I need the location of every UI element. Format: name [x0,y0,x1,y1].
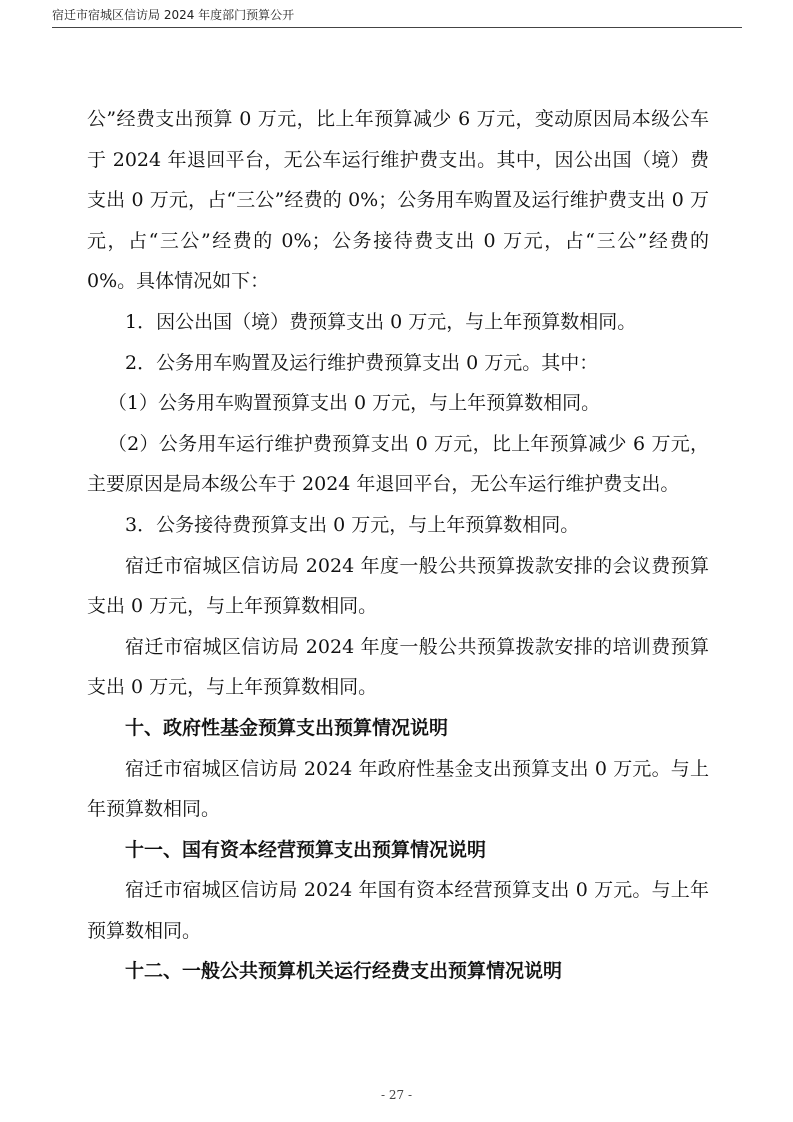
page-header-title: 宿迁市宿城区信访局 2024 年度部门预算公开 [52,8,295,22]
section-heading-12: 十二、一般公共预算机关运行经费支出预算情况说明 [125,960,563,983]
document-body [87,99,709,992]
paragraph-item-3: 3．公务接待费预算支出 0 万元，与上年预算数相同。 [125,513,580,536]
paragraph-item-2-1: （1）公务用车购置预算支出 0 万元，与上年预算数相同。 [107,392,601,415]
page-number: - 27 - [380,1088,412,1102]
section-heading-11: 十一、国有资本经营预算支出预算情况说明 [125,838,487,861]
paragraph-item-1: 1．因公出国（境）费预算支出 0 万元，与上年预算数相同。 [125,310,637,333]
header-divider [52,27,742,28]
paragraph-meeting-fee: 宿迁市宿城区信访局 2024 年度一般公共预算拨款安排的会议费预算支出 0 万元，与上年预算数相同。 [87,554,709,618]
paragraph-item-2: 2．公务用车购置及运行维护费预算支出 0 万元。其中： [125,351,599,374]
paragraph-government-fund: 宿迁市宿城区信访局 2024 年政府性基金支出预算支出 0 万元。与上年预算数相同。 [87,757,709,821]
section-heading-10: 十、政府性基金预算支出预算情况说明 [125,716,449,739]
paragraph-training-fee: 宿迁市宿城区信访局 2024 年度一般公共预算拨款安排的培训费预算支出 0 万元，与上年预算数相同。 [87,635,709,699]
paragraph-state-capital: 宿迁市宿城区信访局 2024 年国有资本经营预算支出 0 万元。与上年预算数相同。 [87,879,709,942]
paragraph-item-2-2: （2）公务用车运行维护费预算支出 0 万元，比上年预算减少 6 万元，主要原因是局本级公车于 2024 年退回平台，无公车运行维护费支出。 [87,432,709,496]
paragraph-sangong-summary: 公”经费支出预算 0 万元，比上年预算减少 6 万元，变动原因局本级公车于 2024 年退回平台，无公车运行维护费支出。其中，因公出国（境）费支出 0 万元，占“三公”经费的 0%；公务用车购置及运行维护费支出 0 万元，占“三公”经费的 0%；公务接待费支出 0 万元，占“三公”经费的 0%。具体情况如下： [87,108,709,293]
